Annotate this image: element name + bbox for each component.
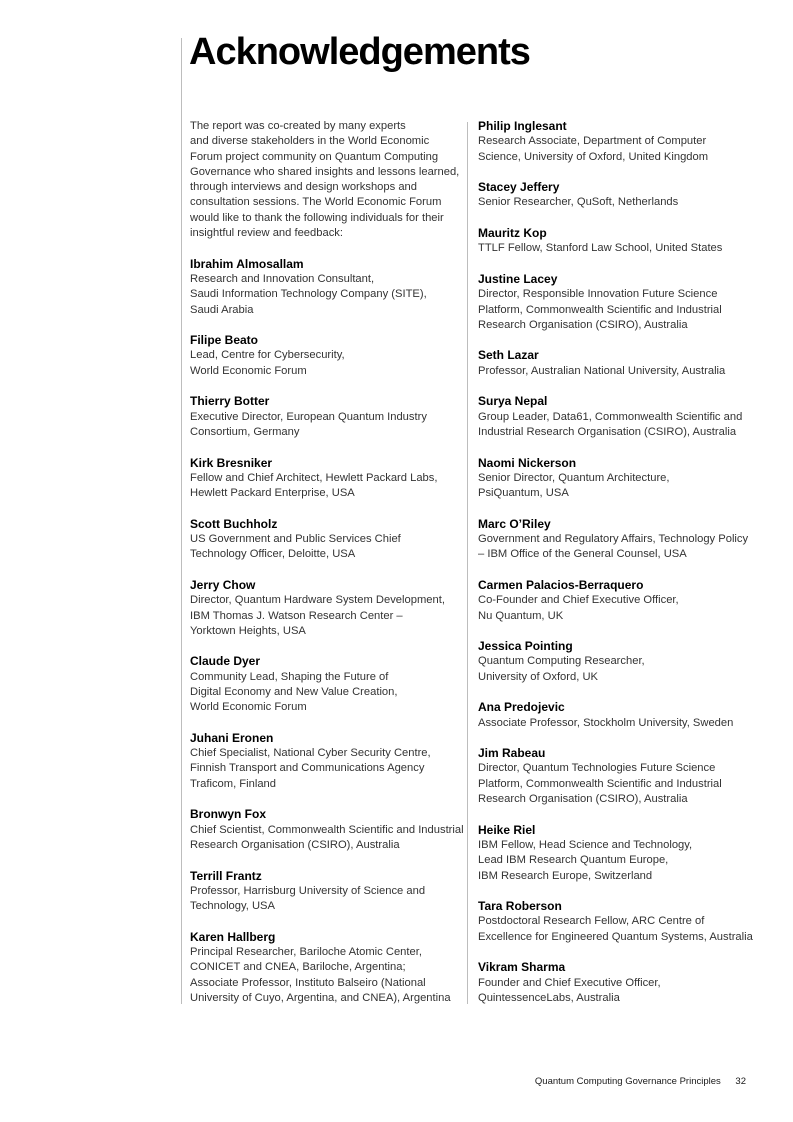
contributor-name: Jerry Chow <box>190 577 256 592</box>
left-column <box>190 119 462 1022</box>
contributor-entry <box>190 731 462 792</box>
contributor-role-line: Technology Officer, Deloitte, USA <box>190 548 356 561</box>
contributor-name: Jessica Pointing <box>478 639 573 654</box>
contributor-name: Seth Lazar <box>478 348 539 363</box>
intro-line: The report was co-created by many experts <box>190 120 406 132</box>
contributor-entry <box>190 333 462 379</box>
contributor-name: Justine Lacey <box>478 271 558 286</box>
contributor-role <box>478 761 768 807</box>
contributor-role <box>190 670 462 716</box>
contributor-entry <box>478 578 768 624</box>
contributor-name: Mauritz Kop <box>478 226 547 241</box>
contributor-entry <box>478 226 768 257</box>
contributor-role-line: Senior Director, Quantum Architecture, <box>478 471 670 484</box>
contributor-role <box>478 364 768 379</box>
contributor-role-line: Research Organisation (CSIRO), Australia <box>478 793 688 806</box>
right-column <box>478 119 768 1022</box>
contributor-role-line: Digital Economy and New Value Creation, <box>190 685 398 698</box>
contributor-role <box>478 471 768 502</box>
contributor-name: Naomi Nickerson <box>478 455 577 470</box>
contributor-role-line: Professor, Harrisburg University of Science and <box>190 884 426 897</box>
contributor-entry <box>478 700 768 731</box>
contributor-role-line: Finnish Transport and Communications Agency <box>190 762 425 775</box>
contributor-role <box>190 945 462 1006</box>
contributor-name: Scott Buchholz <box>190 516 278 531</box>
left-vertical-rule <box>181 38 182 1004</box>
contributor-entry <box>190 517 462 563</box>
contributor-role <box>478 195 768 210</box>
contributor-entry <box>190 869 462 915</box>
contributor-role-line: Chief Scientist, Commonwealth Scientific and Industrial <box>190 823 464 836</box>
contributor-role-line: Government and Regulatory Affairs, Technology Policy <box>478 533 749 546</box>
column-divider-rule <box>467 122 468 1004</box>
contributor-role-line: Associate Professor, Stockholm University, Sweden <box>478 716 734 729</box>
contributor-role <box>190 272 462 318</box>
contributor-role <box>190 348 462 379</box>
contributor-role-line: Principal Researcher, Bariloche Atomic Center, <box>190 946 422 959</box>
contributor-role-line: Director, Responsible Innovation Future Science <box>478 288 718 301</box>
contributor-role <box>478 914 768 945</box>
contributor-role-line: CONICET and CNEA, Bariloche, Argentina; <box>190 961 406 974</box>
contributor-role-line: Platform, Commonwealth Scientific and Industrial <box>478 303 722 316</box>
intro-line: and diverse stakeholders in the World Economic <box>190 135 430 148</box>
contributor-role-line: IBM Fellow, Head Science and Technology, <box>478 838 693 851</box>
contributor-role <box>478 654 768 685</box>
intro-line: through interviews and design workshops and <box>190 181 417 194</box>
contributor-entry <box>190 578 462 639</box>
contributor-role <box>478 976 768 1007</box>
contributor-name: Surya Nepal <box>478 394 548 409</box>
contributor-name: Ana Predojevic <box>478 700 565 715</box>
contributor-role-line: Chief Specialist, National Cyber Security Centre, <box>190 747 431 760</box>
contributor-role-line: Science, University of Oxford, United Kingdom <box>478 150 709 163</box>
contributor-entry <box>478 639 768 685</box>
contributor-role-line: World Economic Forum <box>190 364 307 377</box>
contributor-name: Vikram Sharma <box>478 960 566 975</box>
contributor-name: Thierry Botter <box>190 394 270 409</box>
contributor-entry <box>190 654 462 715</box>
intro-line: would like to thank the following individuals for their <box>190 211 444 224</box>
contributor-role-line: Senior Researcher, QuSoft, Netherlands <box>478 196 679 209</box>
contributor-role-line: Quantum Computing Researcher, <box>478 655 645 668</box>
intro-line: Forum project community on Quantum Computing <box>190 150 439 163</box>
contributor-role-line: – IBM Office of the General Counsel, USA <box>478 548 687 561</box>
contributor-role <box>190 823 462 854</box>
contributor-name: Tara Roberson <box>478 899 562 914</box>
contributor-role <box>478 593 768 624</box>
contributor-role-line: Lead, Centre for Cybersecurity, <box>190 349 345 362</box>
footer-title: Quantum Computing Governance Principles <box>534 1076 721 1087</box>
contributor-role-line: Research and Innovation Consultant, <box>190 272 375 285</box>
contributor-role-line: Research Organisation (CSIRO), Australia <box>190 838 400 851</box>
contributor-entry <box>478 348 768 379</box>
contributor-role-line: US Government and Public Services Chief <box>190 533 401 546</box>
contributor-role-line: Excellence for Engineered Quantum Systems, Australia <box>478 930 753 943</box>
contributor-role <box>190 532 462 563</box>
contributor-role <box>190 884 462 915</box>
contributor-entry <box>478 456 768 502</box>
contributor-role-line: Traficom, Finland <box>190 777 277 790</box>
contributor-role <box>190 410 462 441</box>
contributor-role <box>478 241 768 256</box>
contributor-name: Marc O’Riley <box>478 516 551 531</box>
contributor-role-line: Nu Quantum, UK <box>478 609 564 622</box>
contributor-entry <box>478 899 768 945</box>
contributor-role-line: Associate Professor, Instituto Balseiro (National <box>190 976 426 989</box>
contributor-name: Terrill Frantz <box>190 868 262 883</box>
contributor-name: Carmen Palacios-Berraquero <box>478 577 644 592</box>
contributor-role <box>478 287 768 333</box>
contributor-role-line: Co-Founder and Chief Executive Officer, <box>478 594 679 607</box>
contributor-entry <box>478 180 768 211</box>
contributor-role-line: Director, Quantum Hardware System Development, <box>190 594 445 607</box>
contributor-name: Bronwyn Fox <box>190 807 267 822</box>
contributor-role-line: Research Organisation (CSIRO), Australia <box>478 318 688 331</box>
contributor-role-line: Hewlett Packard Enterprise, USA <box>190 487 355 500</box>
contributor-role-line: Consortium, Germany <box>190 425 300 438</box>
contributor-role-line: Community Lead, Shaping the Future of <box>190 670 389 683</box>
contributor-role-line: Industrial Research Organisation (CSIRO), Australia <box>478 425 737 438</box>
contributor-role-line: Postdoctoral Research Fellow, ARC Centre of <box>478 915 705 928</box>
page-footer <box>535 1076 746 1087</box>
contributor-role <box>478 838 768 884</box>
intro-line: insightful review and feedback: <box>190 227 343 240</box>
contributor-entry <box>190 257 462 318</box>
contributor-role-line: PsiQuantum, USA <box>478 487 569 500</box>
contributor-role-line: TTLF Fellow, Stanford Law School, United States <box>478 242 723 255</box>
page-number: 32 <box>735 1076 746 1087</box>
contributor-role-line: QuintessenceLabs, Australia <box>478 991 620 1004</box>
contributor-role-line: Director, Quantum Technologies Future Science <box>478 762 716 775</box>
contributor-role-line: Lead IBM Research Quantum Europe, <box>478 854 669 867</box>
intro-paragraph <box>190 119 462 241</box>
contributor-role <box>190 593 462 639</box>
contributor-role-line: Technology, USA <box>190 900 275 913</box>
contributor-entry <box>478 394 768 440</box>
contributor-role <box>478 410 768 441</box>
intro-line: Governance who shared insights and lessons learned, <box>190 165 460 178</box>
contributor-name: Heike Riel <box>478 822 536 837</box>
contributor-entry <box>190 930 462 1006</box>
contributor-role <box>478 134 768 165</box>
contributor-entry <box>478 823 768 884</box>
contributor-role <box>190 746 462 792</box>
contributor-role-line: Executive Director, European Quantum Industry <box>190 410 427 423</box>
contributor-role <box>478 532 768 563</box>
contributor-role-line: World Economic Forum <box>190 701 307 714</box>
contributor-name: Jim Rabeau <box>478 746 546 761</box>
left-contributor-list <box>190 257 462 1007</box>
contributor-name: Ibrahim Almosallam <box>190 256 304 271</box>
contributor-entry <box>478 517 768 563</box>
contributor-role <box>190 471 462 502</box>
contributor-role-line: Professor, Australian National University, Australia <box>478 364 726 377</box>
right-contributor-list <box>478 119 768 1006</box>
contributor-name: Karen Hallberg <box>190 929 276 944</box>
contributor-entry <box>190 394 462 440</box>
contributor-name: Stacey Jeffery <box>478 180 560 195</box>
contributor-entry <box>190 456 462 502</box>
contributor-role-line: Fellow and Chief Architect, Hewlett Packard Labs, <box>190 471 438 484</box>
contributor-entry <box>478 746 768 807</box>
contributor-name: Filipe Beato <box>190 333 259 348</box>
contributor-role-line: Yorktown Heights, USA <box>190 624 306 637</box>
contributor-role-line: Group Leader, Data61, Commonwealth Scientific and <box>478 410 743 423</box>
contributor-role-line: IBM Thomas J. Watson Research Center – <box>190 609 403 622</box>
contributor-role-line: Platform, Commonwealth Scientific and Industrial <box>478 777 722 790</box>
contributor-entry <box>478 119 768 165</box>
contributor-role <box>478 716 768 731</box>
contributor-role-line: Research Associate, Department of Computer <box>478 135 707 148</box>
contributor-name: Kirk Bresniker <box>190 455 273 470</box>
contributor-role-line: University of Oxford, UK <box>478 670 598 683</box>
contributor-entry <box>478 960 768 1006</box>
contributor-name: Claude Dyer <box>190 654 261 669</box>
contributor-role-line: Saudi Arabia <box>190 303 254 316</box>
intro-line: consultation sessions. The World Economic Forum <box>190 196 442 209</box>
contributor-entry <box>190 807 462 853</box>
contributor-role-line: Saudi Information Technology Company (SITE), <box>190 288 427 301</box>
contributor-entry <box>478 272 768 333</box>
page-title: Acknowledgements <box>189 31 530 73</box>
contributor-name: Philip Inglesant <box>478 119 567 133</box>
contributor-role-line: University of Cuyo, Argentina, and CNEA), Argentina <box>190 991 451 1004</box>
contributor-role-line: Founder and Chief Executive Officer, <box>478 976 661 989</box>
contributor-role-line: IBM Research Europe, Switzerland <box>478 869 653 882</box>
contributor-name: Juhani Eronen <box>190 730 274 745</box>
